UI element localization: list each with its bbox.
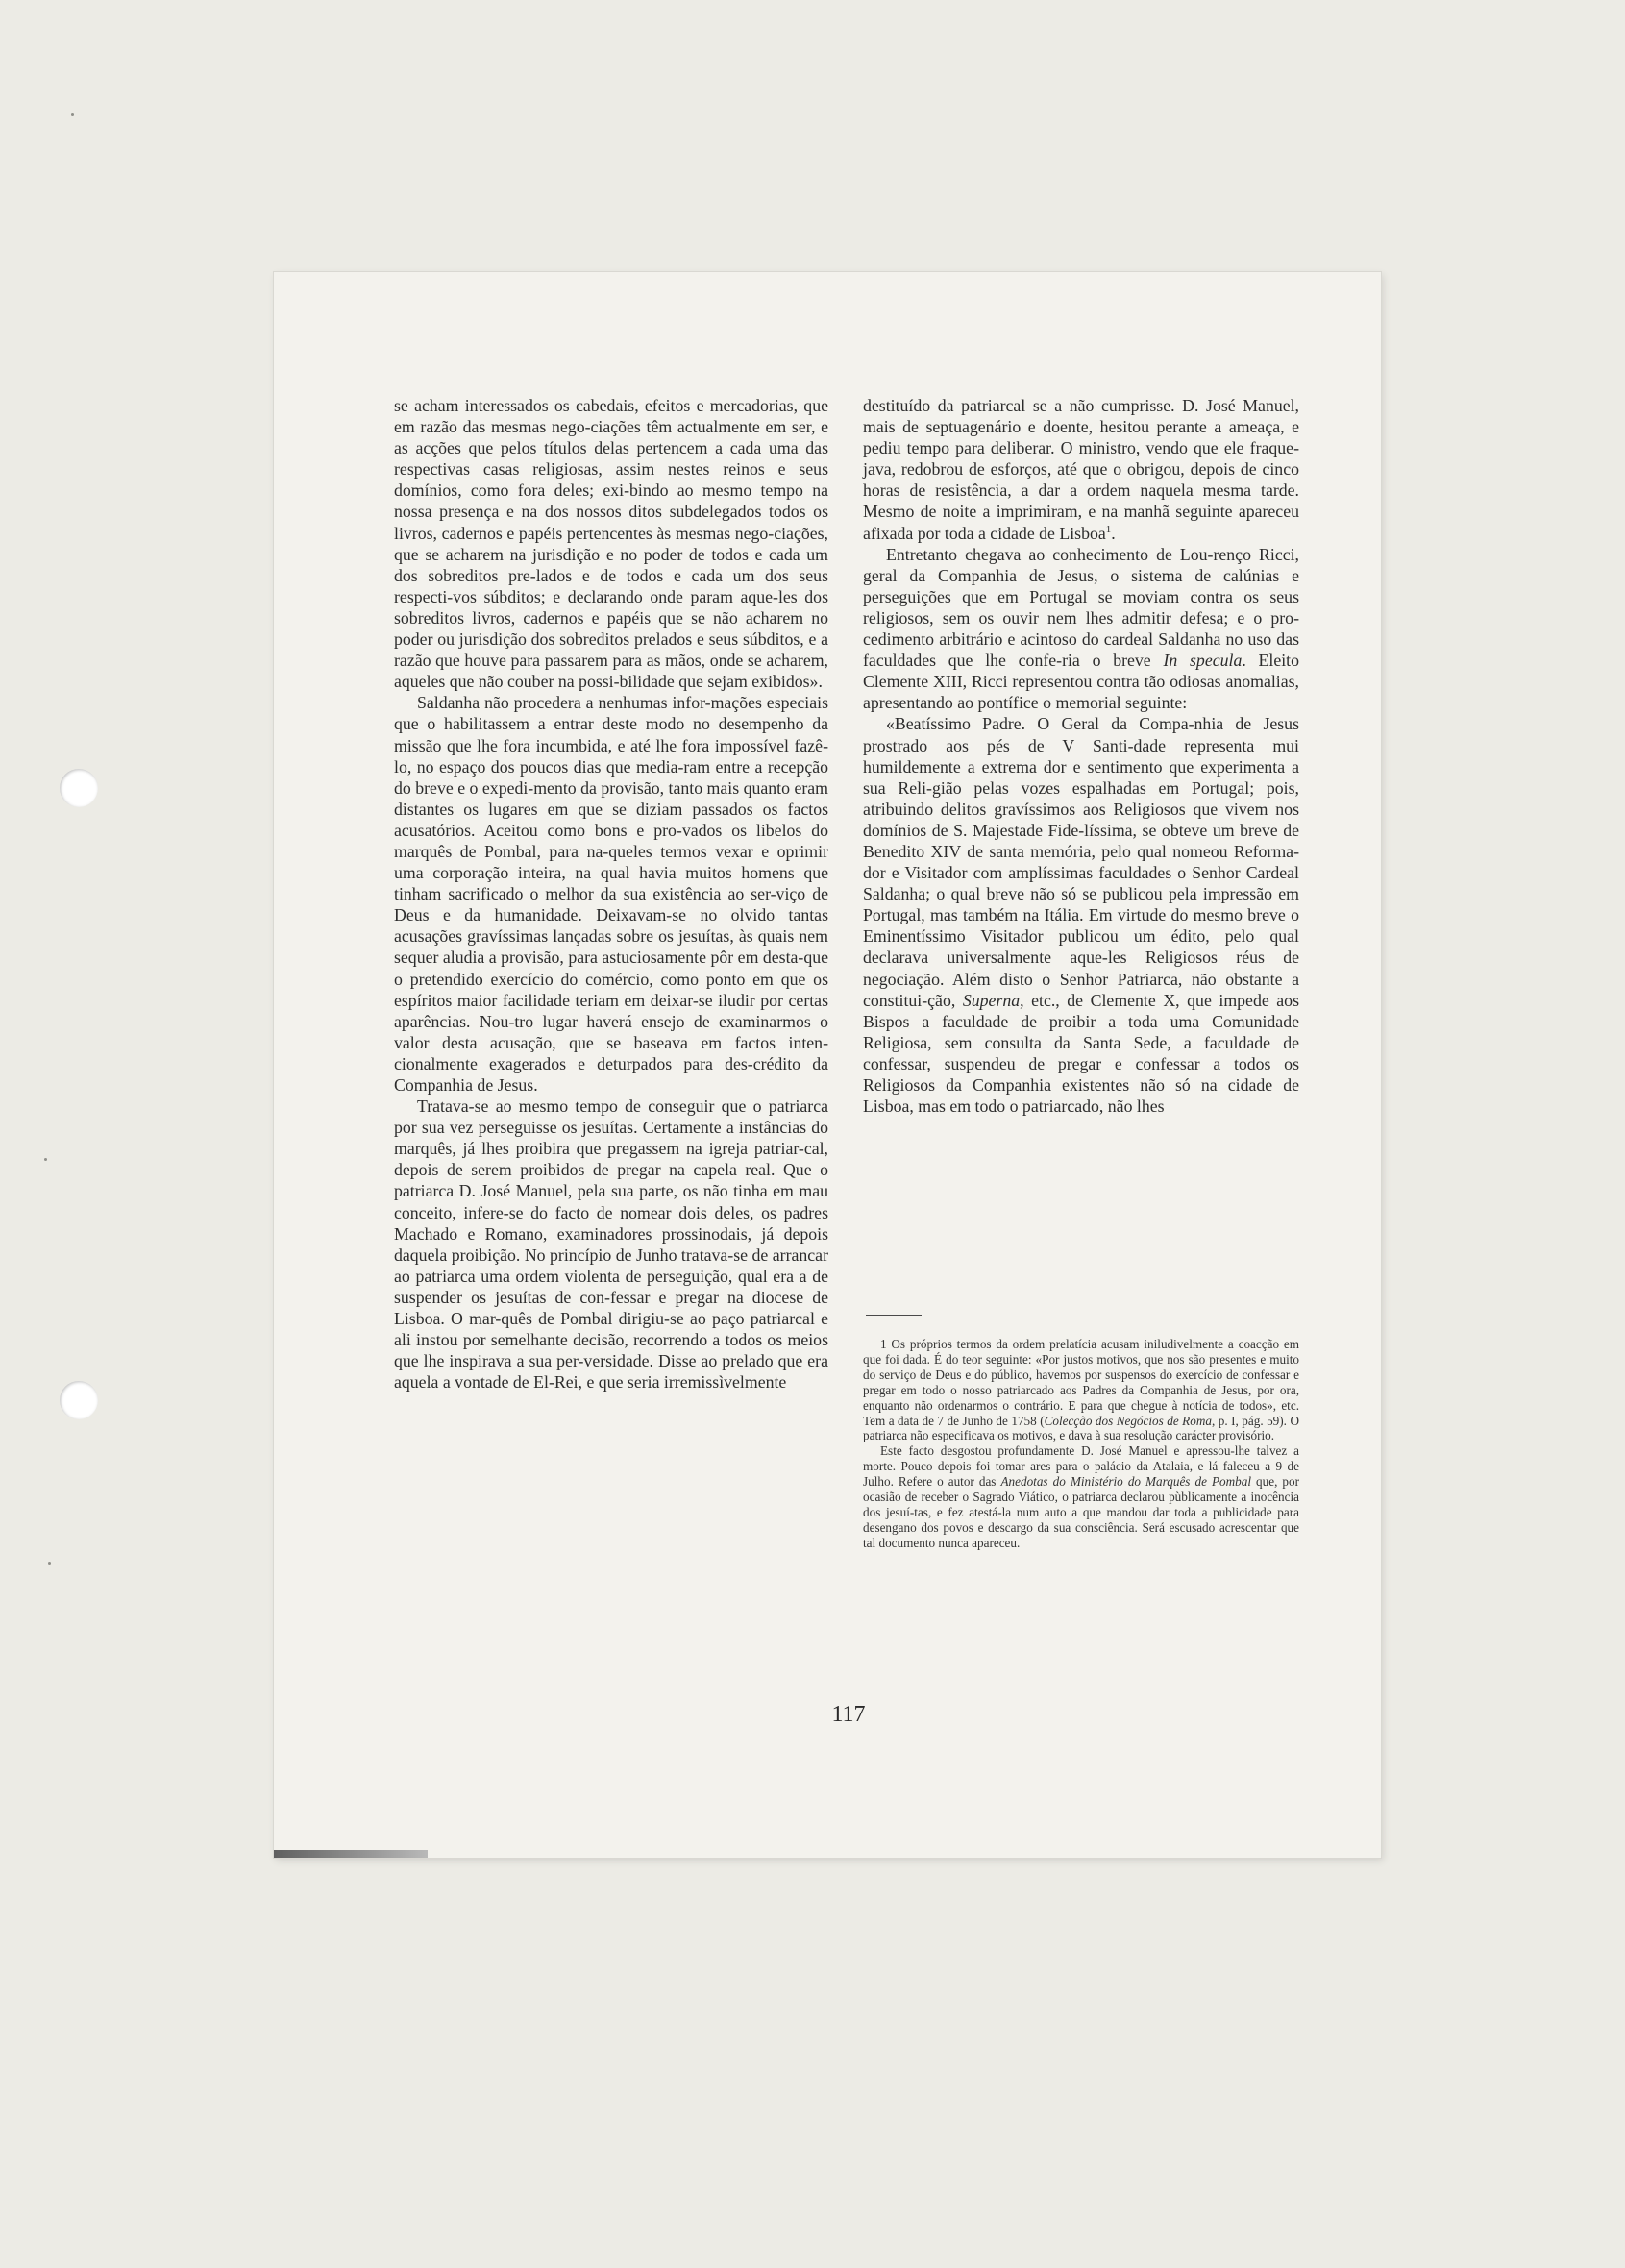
right-paragraph-2-text-a: Entretanto chegava ao conhecimento de Lou-renço Ricci, geral da Companhia de Jesus, o sistema de calúnias e perseguições que em Portugal se moviam contra os seus religiosos, sem os ouvir nem lhes admitir defesa; e o pro-cedimento arbitrário e acintoso do cardeal Saldanha no uso das faculdades que lhe confe-ria o breve: [863, 544, 1299, 671]
right-paragraph-2-text-b: . Eleito Clemente XIII, Ricci representou contra tão odiosas anomalias, apresentando ao pontífice o memorial seguinte:: [863, 651, 1300, 713]
footnote-2-title: Anedotas do Ministério do Marquês de Pombal: [1000, 1474, 1251, 1490]
footnote-2-text-a: Este facto desgostou profundamente D. José Manuel e apressou-lhe talvez a morte. Pouco depois foi tomar ares para o palácio da Atalaia, e lá faleceu a 9 de Julho. Refere o autor das: [863, 1443, 1299, 1490]
footnote-1-text-a: 1 Os próprios termos da ordem prelatícia acusam iniludivelmente a coacção em que foi dada. É do teor seguinte: «Por justos motivos, que nos são presentes e muito do serviço de Deus e do público, havemos por suspensos do exercício de confessar e pregar em todo o nosso patriarcado aos Padres da Companhia de Jesus, por ora, enquanto não ordenarmos o contrário. E para que chegue à notícia de todos», etc. Tem a data de 7 de Junho de 1758 (: [863, 1337, 1299, 1428]
work-title-superna: Superna: [962, 990, 1021, 1010]
right-paragraph-1-text: destituído da patriarcal se a não cumprisse. D. José Manuel, mais de septuagenário e doente, hesitou perante a ameaça, e pediu tempo para deliberar. O ministro, vendo que ele fraque-java, redobrou de esforços, até que o obrigou, depois de cinco horas de resistência, a dar a ordem naquela mesma tarde. Mesmo de noite a imprimiram, e na manhã seguinte apareceu afixada por toda a cidade de Lisboa: [863, 396, 1299, 543]
right-text-column: [863, 395, 1299, 1117]
left-paragraph-1: se acham interessados os cabedais, efeitos e mercadorias, que em razão das mesmas nego-ciações têm actualmente em ser, e as acções que pelos títulos delas pertencem a cada uma das respectivas casas religiosas, assim nestes reinos e seus domínios, como fora deles; exi-bindo ao mesmo tempo na nossa presença e na dos nossos ditos subdelegados todos os livros, cadernos e papéis pertencentes às mesmas nego-ciações, que se acharem na jurisdição e no poder de todos e cada um dos sobreditos pre-lados e de todos e cada um dos seus respecti-vos súbditos; e declarando onde param aque-les dos sobreditos livros, cadernos e papéis que se não acharem no poder ou jurisdição dos sobreditos prelados e seus súbditos, e a razão que houve para passarem para as mãos, onde se acharem, aqueles que não couber na possi-bilidade que sejam exibidos».: [394, 396, 828, 692]
footnote-2-text-b: que, por ocasião de receber o Sagrado Viático, o patriarca declarou pùblicamente a inocência dos jesuí-tas, e fez atestá-la num auto a que mandou dar toda a publicidade para desengano dos povos e descargo da sua consciência. Será escusado acrescentar que tal documento nunca apareceu.: [863, 1474, 1299, 1550]
binder-hole-bottom: [60, 1381, 98, 1419]
footnote-reference-1: 1: [1105, 523, 1112, 535]
scan-speck: [48, 1562, 51, 1565]
right-paragraph-3-text-b: , etc., de Clemente X, que impede aos Bispos a faculdade de proibir a toda uma Comunidade Religiosa, sem consulta da Santa Sede, a faculdade de confessar, suspendeu de pregar e confessar a todos os Religiosos da Companhia existentes não só na cidade de Lisboa, mas em todo o patriarcado, não lhes: [863, 990, 1299, 1117]
footnote-1-text-b: , p. I, pág. 59). O patriarca não especificava os motivos, e dava à sua resolução carácter provisório.: [863, 1413, 1299, 1443]
scan-speck: [71, 113, 74, 116]
right-paragraph-1-end: .: [1111, 523, 1116, 543]
footnote-2: [863, 1443, 1299, 1550]
scan-speck: [44, 1158, 47, 1161]
page-number: 117: [831, 1702, 866, 1727]
binder-hole-top: [60, 769, 98, 807]
work-title-in-specula: In specula: [1163, 651, 1243, 671]
right-paragraph-3: [863, 713, 1299, 1117]
page-shadow-edge: [274, 1850, 428, 1858]
footnotes: [863, 1337, 1299, 1551]
left-paragraph-2: Saldanha não procedera a nenhumas infor-mações especiais que o habilitassem a entrar deste modo no desempenho da missão que lhe fora incumbida, e até lhe fora impossível fazê-lo, no espaço dos poucos dias que media-ram entre a recepção do breve e o expedi-mento da provisão, tanto mais quanto eram distantes os lugares em que se diziam passados os factos acusatórios. Aceitou como bons e pro-vados os libelos do marquês de Pombal, para na-queles termos vexar e oprimir uma corporação inteira, na qual havia muitos homens que tinham sacrificado o melhor da sua existência ao ser-viço de Deus e da humanidade. Deixavam-se no olvido tantas acusações gravíssimas lançadas sobre os jesuítas, às quais nem sequer aludia a provisão, para astuciosamente pôr em desta-que o pretendido exercício do comércio, como ponto em que os espíritos maior facilidade teriam em deixar-se iludir por certas aparências. Nou-tro lugar haverá ensejo de examinarmos o valor desta acusação, que se baseava em factos inten-cionalmente exagerados e deturpados para des-crédito da Companhia de Jesus.: [394, 693, 828, 1095]
footnote-1: [863, 1337, 1299, 1443]
footnote-1-title: Colecção dos Negócios de Roma: [1044, 1413, 1212, 1428]
left-text-column: [394, 395, 828, 1393]
left-paragraph-3: Tratava-se ao mesmo tempo de conseguir que o patriarca por sua vez perseguisse os jesuítas. Certamente a instâncias do marquês, já lhes proibira que pregassem na igreja patriar-cal, depois de serem proibidos de pregar na capela real. Que o patriarca D. José Manuel, pela sua parte, os não tinha em mau conceito, infere-se do facto de nomear dois deles, os padres Machado e Romano, examinadores prossinodais, já depois daquela proibição. No princípio de Junho tratava-se de arrancar ao patriarca uma ordem violenta de perseguição, qual era a de suspender os jesuítas de con-fessar e pregar na diocese de Lisboa. O mar-quês de Pombal dirigiu-se ao paço patriarcal e ali instou por semelhante decisão, recorrendo a todos os meios que lhe inspirava a sua per-versidade. Disse ao prelado que era aquela a vontade de El-Rei, e que seria irremissìvelmente: [394, 1097, 828, 1393]
right-paragraph-2: [863, 544, 1299, 714]
printed-page: [274, 272, 1381, 1858]
right-paragraph-3-text-a: «Beatíssimo Padre. O Geral da Compa-nhia de Jesus prostrado aos pés de V Santi-dade representa mui humildemente a extrema dor e sentimento que experimenta a sua Reli-gião pelas vozes espalhadas em Portugal; pois, atribuindo delitos gravíssimos aos Religiosos que vivem nos domínios de S. Majestade Fide-líssima, se obteve um breve de Benedito XIV de santa memória, pelo qual nomeou Reforma-dor e Visitador com amplíssimas faculdades o Senhor Cardeal Saldanha; o qual breve não só se publicou pela impressão em Portugal, mas também na Itália. Em virtude do mesmo breve o Eminentíssimo Visitador publicou um édito, pelo qual declarava universalmente aque-les Religiosos réus de negociação. Além disto o Senhor Patriarca, não obstante a constitui-ção,: [863, 714, 1299, 1010]
footnote-divider: [866, 1315, 922, 1316]
right-paragraph-1: [863, 395, 1299, 544]
